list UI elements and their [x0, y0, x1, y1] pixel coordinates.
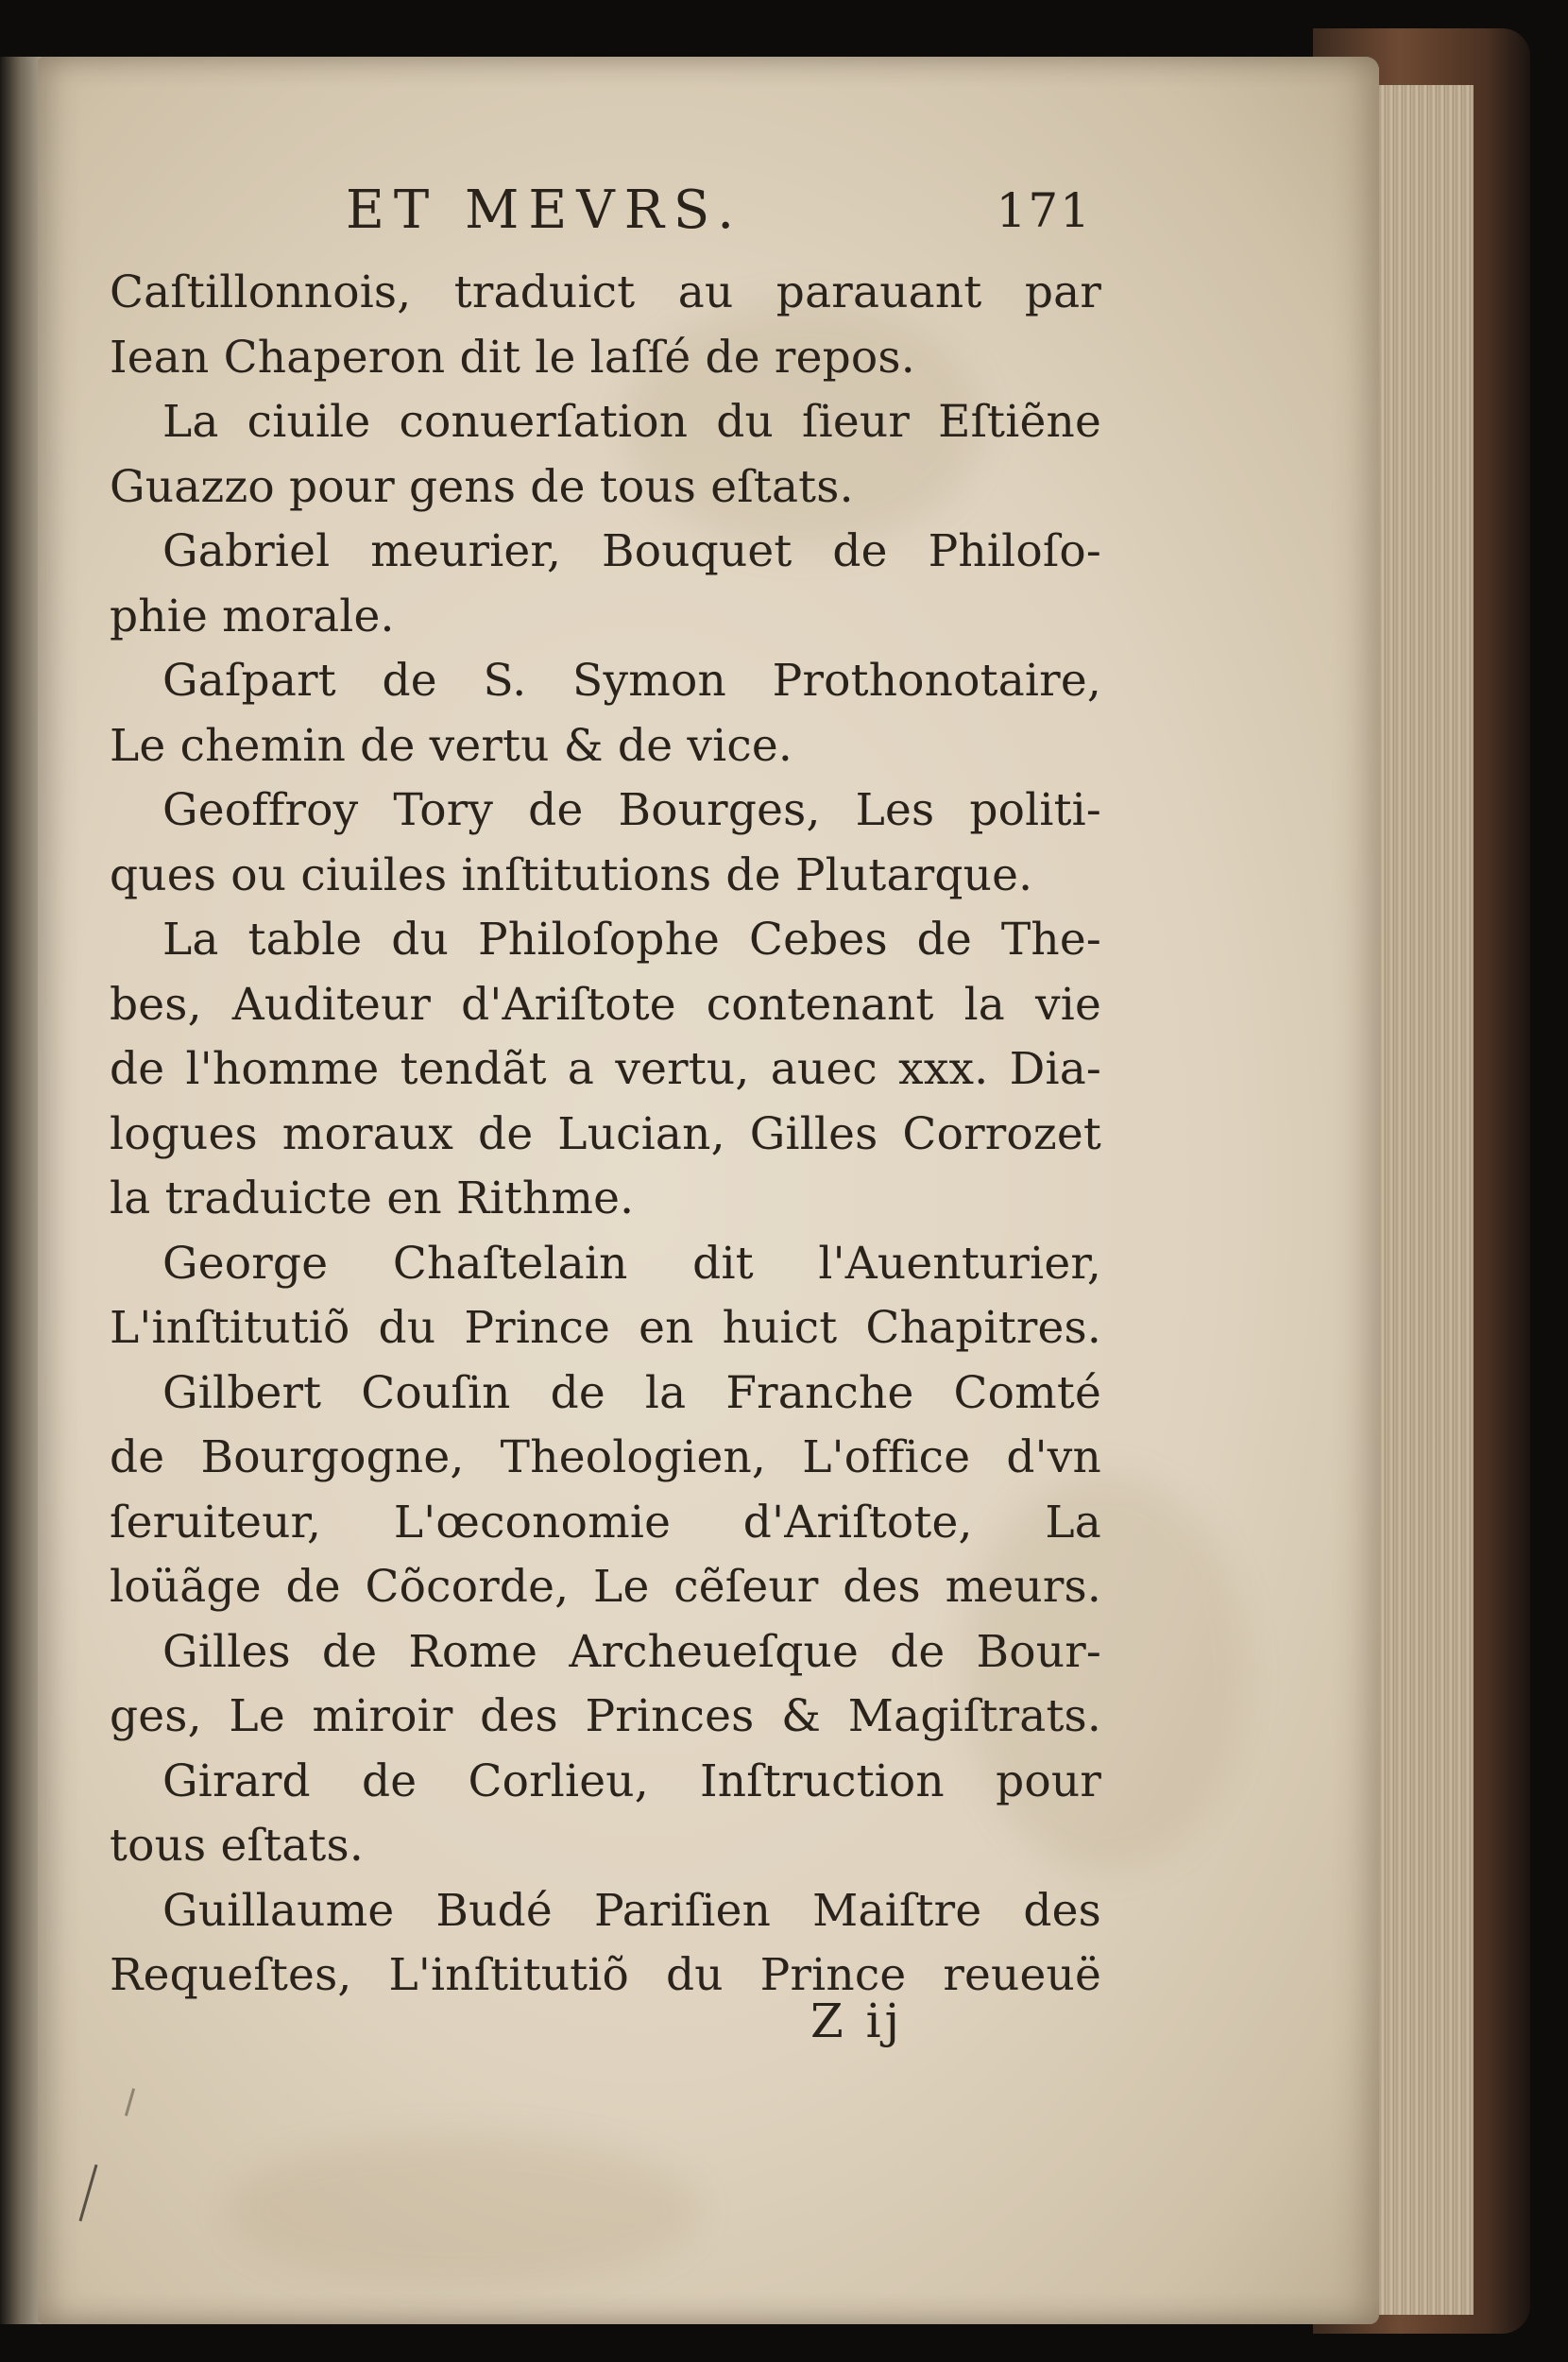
entry-start-line: Guillaume Budé Pariſien Maiſtre des	[162, 1884, 1101, 1937]
text-line: de l'homme tendãt a vertu, auec xxx. Dia-	[110, 1043, 1101, 1095]
entry-start-line: Gilbert Couſin de la Franche Comté	[162, 1366, 1101, 1419]
entry-start-line: Girard de Corlieu, Inſtruction pour	[162, 1754, 1101, 1807]
page-text	[110, 180, 1101, 2009]
running-head-title: ET MEVRS.	[346, 180, 744, 241]
text-line: la traduicte en Rithme.	[110, 1172, 635, 1224]
entry-start-line: George Chaſtelain dit l'Auenturier,	[162, 1237, 1101, 1290]
running-head	[110, 180, 1101, 261]
entry-start-line: Gaſpart de S. Symon Prothonotaire,	[162, 655, 1101, 707]
text-line: Le chemin de vertu & de vice.	[110, 719, 793, 772]
entry-start-line: Geoffroy Tory de Bourges, Les politi-	[162, 784, 1101, 836]
signature-mark: Z ij	[810, 1994, 904, 2048]
text-line: Guazzo pour gens de tous eſtats.	[110, 460, 854, 513]
entry-start-line: Gilles de Rome Archeueſque de Bour-	[162, 1625, 1101, 1678]
entry-start-line: La table du Philoſophe Cebes de The-	[162, 914, 1101, 966]
page-number: 171	[996, 183, 1092, 238]
text-line: loüãge de Cõcorde, Le cẽſeur des meurs.	[110, 1561, 1101, 1613]
text-line: Requeſtes, L'inſtitutiõ du Prince reueuë	[110, 1949, 1101, 2001]
entry-start-line: La ciuile conuerſation du ſieur Eſtiẽne	[162, 396, 1101, 448]
text-line: phie morale.	[110, 590, 395, 642]
text-line: ges, Le miroir des Princes & Magiſtrats.	[110, 1690, 1101, 1742]
entry-start-line: Gabriel meurier, Bouquet de Philoſo-	[162, 525, 1101, 577]
text-line: ſeruiteur, L'œconomie d'Ariſtote, La	[110, 1496, 1101, 1549]
text-line: ques ou ciuiles inſtitutions de Plutarque.	[110, 848, 1033, 901]
text-line: logues moraux de Lucian, Gilles Corrozet	[110, 1107, 1101, 1160]
text-line: L'inſtitutiõ du Prince en huict Chapitres.	[110, 1302, 1101, 1354]
text-line: de Bourgogne, Theologien, L'office d'vn	[110, 1431, 1101, 1483]
text-line: bes, Auditeur d'Ariſtote contenant la vie	[110, 978, 1101, 1031]
text-line: tous eſtats.	[110, 1820, 364, 1872]
paper-stain	[227, 2135, 699, 2286]
text-line: Iean Chaperon dit le laſſé de repos.	[110, 331, 915, 384]
text-line: Caſtillonnois, traduict au parauant par	[110, 266, 1101, 318]
